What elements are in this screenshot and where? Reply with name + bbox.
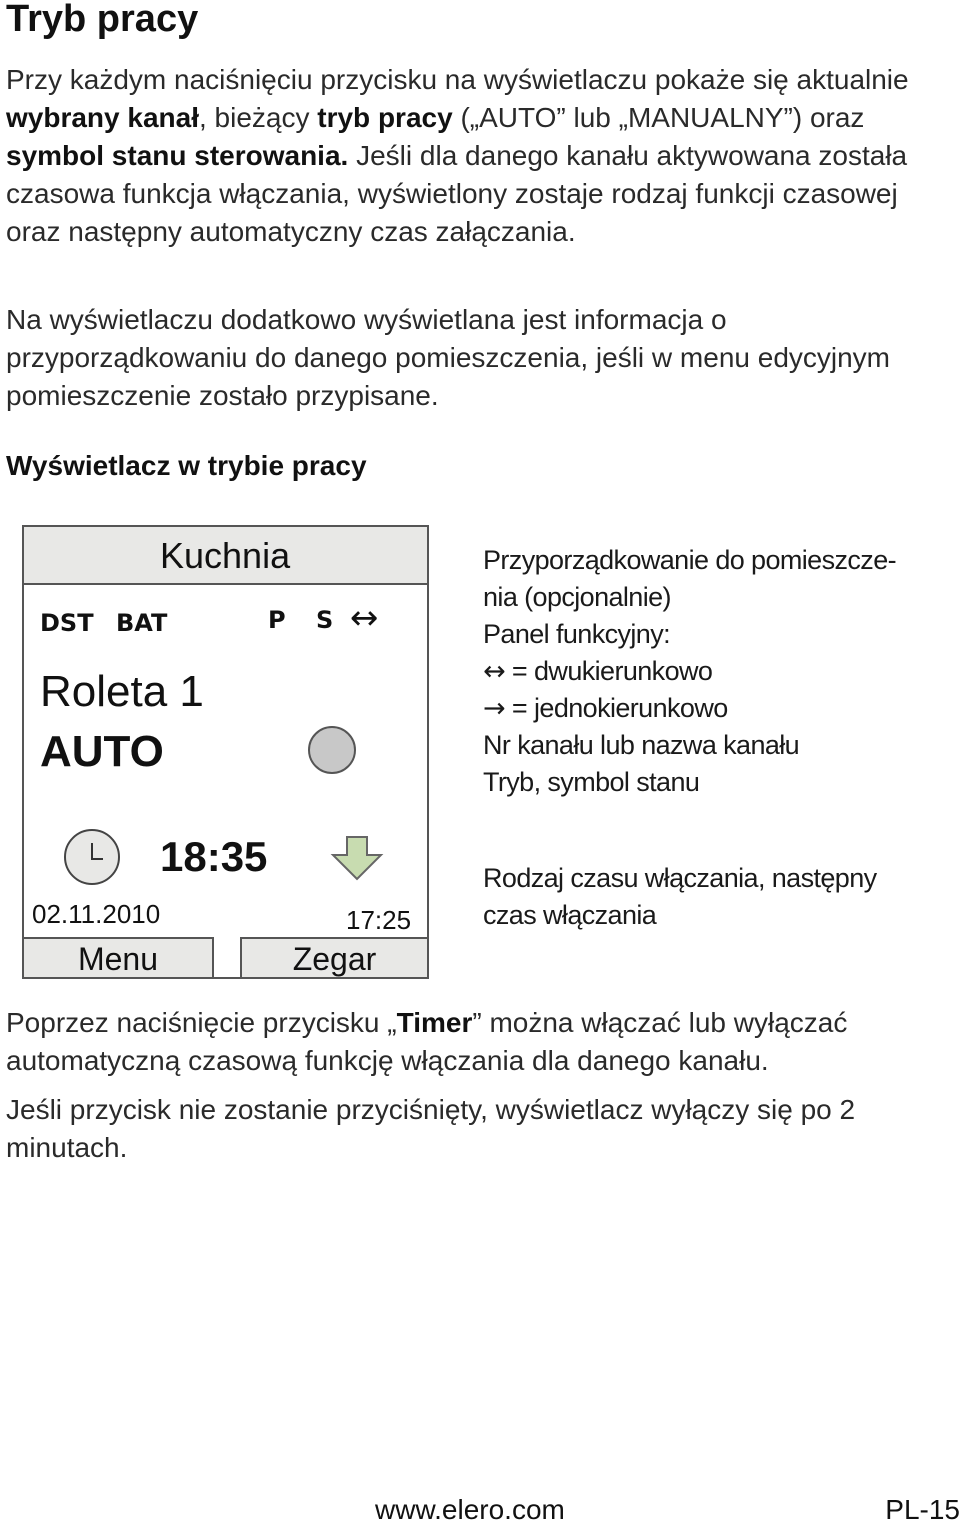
channel-name: Roleta 1 [40,667,204,716]
legend-room-1: Przyporządkowanie do pomieszcze- [483,545,896,575]
legend-panel: Panel funkcyjny: [483,619,671,649]
display-section-heading: Wyświetlacz w trybie pracy [6,450,367,481]
room-info-paragraph: Na wyświetlaczu dodatkowo wyświetlana jest informacja o przyporządkowaniu do danego pomieszczenia, jeśli w menu edycyjnym pomieszczenie zostało przypisane. [6,304,891,411]
s-indicator: S [316,606,334,634]
timer-text-1: Poprzez naciśnięcie przycisku „ [6,1007,397,1038]
legend-bidirectional [483,653,896,690]
next-switch-time: 17:25 [346,905,412,935]
intro-bold-channel: wybrany kanał [6,102,199,133]
legend-room-2: nia (opcjonalnie) [483,582,671,612]
down-arrow-icon [330,835,384,881]
page-number: PL-15 [885,1494,960,1525]
intro-text-4: Jeśli dla danego kanału aktywowana została czasowa funkcja włączania, wyświetlony zostaje rodzaj funkcji czasowej oraz następny automatyczny czas załączania. [6,140,908,247]
timer-bold: Timer [396,1007,473,1038]
date-text: 02.11.2010 [32,899,161,929]
right-arrow-icon: → [483,693,506,724]
legend-timer-1: Rodzaj czasu włączania, następny [483,863,877,893]
legend-unidirectional [483,690,896,727]
display-mockup [22,525,429,979]
display-legend [483,542,896,801]
state-circle-icon [308,726,356,774]
room-label: Kuchnia [160,535,291,576]
p-indicator: P [268,606,286,634]
legend-unidirectional-text: = jednokierunkowo [505,693,728,723]
mode-text: AUTO [40,727,164,776]
intro-text-1: Przy każdym naciśnięciu przycisku na wyświetlaczu pokaże się aktualnie [6,64,909,95]
timeout-paragraph: Jeśli przycisk nie zostanie przyciśnięty, wyświetlacz wyłączy się po 2 minutach. [6,1094,856,1163]
timer-paragraph [6,1004,956,1080]
legend-timer-2: czas włączania [483,900,657,930]
dst-indicator: DST [40,609,94,637]
page-title: Tryb pracy [6,0,199,40]
intro-paragraph [6,61,956,251]
bidirectional-arrow-icon: ↔ [483,656,506,687]
intro-bold-mode: tryb pracy [317,102,453,133]
footer-url[interactable]: www.elero.com [375,1494,565,1525]
timer-legend [483,860,877,934]
clock-icon [64,829,120,885]
switch-time: 18:35 [160,833,268,880]
intro-text-2: , bieżący [198,102,318,133]
intro-bold-symbol: symbol stanu sterowania. [6,140,349,171]
room-bar [24,527,427,585]
legend-bidirectional-text: = dwukierunkowo [505,656,713,686]
legend-mode-state: Tryb, symbol stanu [483,767,700,797]
intro-text-3: („AUTO” lub „MANUALNY”) oraz [452,102,865,133]
menu-softkey[interactable]: Menu [24,937,214,977]
bat-indicator: BAT [116,609,168,637]
zegar-softkey[interactable]: Zegar [240,937,427,977]
legend-channel: Nr kanału lub nazwa kanału [483,730,800,760]
timer-text-2: ” można włączać lub wyłączać automatyczną czasową funkcję włączania dla danego kanału. [6,1007,848,1076]
bidirectional-arrow-icon: ↔ [350,598,379,638]
